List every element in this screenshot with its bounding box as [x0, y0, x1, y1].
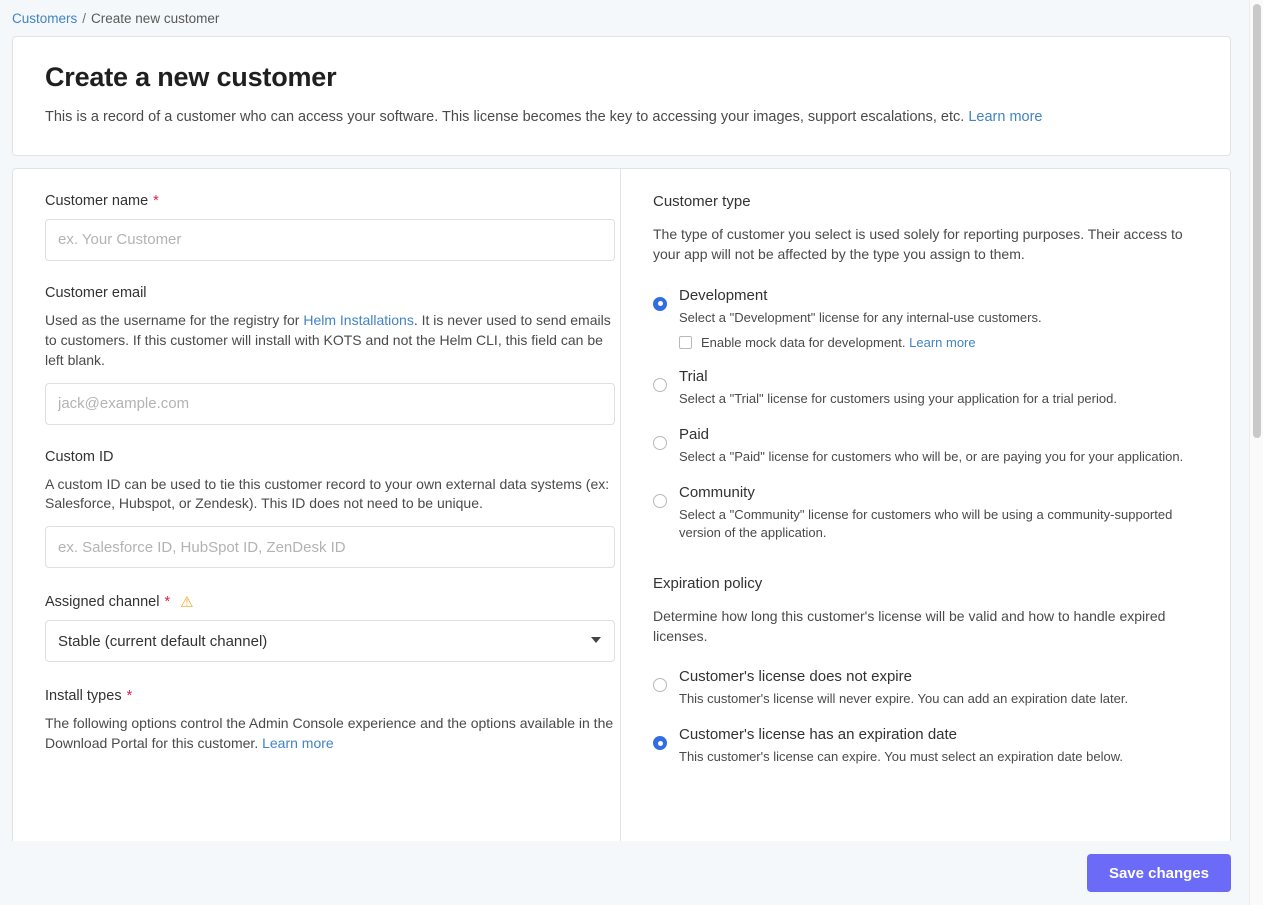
form-right-column: [621, 169, 1230, 847]
customer-type-trial-title: Trial: [679, 367, 708, 385]
footer-action-bar: [0, 841, 1263, 905]
expiration-has-date-desc: This customer's license can expire. You must select an expiration date below.: [679, 749, 1123, 765]
page-header-card: [12, 36, 1231, 156]
customer-name-label-text: Customer name: [45, 192, 149, 209]
customer-name-input[interactable]: [45, 219, 615, 261]
customer-type-paid-body: [679, 426, 1183, 466]
customer-name-required-marker: *: [153, 192, 159, 209]
header-learn-more-link[interactable]: Learn more: [968, 108, 1043, 125]
customer-type-trial-desc: Select a "Trial" license for customers using your application for a trial period.: [679, 390, 1117, 406]
expiration-policy-description: Determine how long this customer's license will be valid and how to handle expired licenses.: [653, 607, 1166, 644]
customer-type-trial-body: [679, 368, 1117, 408]
expiration-no-expire-body: [679, 668, 1128, 708]
expiration-has-date-title: Customer's license has an expiration date: [679, 726, 958, 744]
customer-form-card: [12, 168, 1231, 848]
page-scrollbar-track[interactable]: [1249, 0, 1263, 905]
assigned-channel-select[interactable]: [45, 620, 615, 662]
mock-data-label: [701, 335, 976, 350]
customer-name-label: [45, 193, 620, 209]
radio-community[interactable]: [653, 494, 667, 508]
form-left-column: [13, 169, 620, 847]
customer-type-description: The type of customer you select is used solely for reporting purposes. Their access to your app will not be affected by the type you assign to them.: [653, 225, 1183, 263]
expiration-option-has-date[interactable]: [653, 726, 1198, 766]
custom-id-label-text: Custom ID: [45, 448, 114, 465]
page-description-text: This is a record of a customer who can access your software. This license becomes the key to accessing your images, support escalations, etc.: [45, 108, 965, 125]
custom-id-input[interactable]: [45, 526, 615, 568]
expiration-no-expire-title: Customer's license does not expire: [679, 668, 912, 686]
customer-type-community-title: Community: [679, 484, 755, 502]
warning-icon: ⚠: [180, 593, 194, 611]
radio-no-expiration[interactable]: [653, 678, 667, 692]
install-types-help: [45, 714, 617, 754]
customer-email-input[interactable]: [45, 383, 615, 425]
customer-type-paid-title: Paid: [679, 425, 710, 443]
install-types-required-marker: *: [126, 688, 133, 705]
customer-email-help: [45, 311, 617, 371]
radio-paid[interactable]: [653, 436, 667, 450]
mock-data-checkbox[interactable]: [679, 336, 692, 349]
breadcrumb: [0, 0, 1263, 36]
customer-type-option-community[interactable]: [653, 484, 1198, 542]
radio-development[interactable]: [653, 297, 667, 311]
expiration-option-no-expire[interactable]: [653, 668, 1198, 708]
install-types-label-text: Install types: [45, 688, 122, 705]
helm-installations-link[interactable]: Helm Installations: [303, 311, 414, 328]
assigned-channel-label: [45, 594, 620, 610]
mock-data-learn-more-link[interactable]: Learn more: [909, 334, 976, 350]
install-types-label: [45, 688, 620, 704]
assigned-channel-label-text: Assigned channel: [45, 594, 160, 611]
install-types-learn-more-link[interactable]: Learn more: [262, 735, 334, 752]
customer-type-development-title: Development: [679, 286, 768, 304]
customer-type-option-paid[interactable]: [653, 426, 1198, 466]
custom-id-help: A custom ID can be used to tie this customer record to your own external data systems (ex: Salesforce, Hubspot, or Zendesk). This ID does not need to be unique.: [45, 475, 610, 512]
customer-email-help-part2: . It is never used to send emails to customers. If this customer will install with KOTS and not the Helm CLI, this field can be left blank.: [45, 311, 611, 368]
customer-type-option-development[interactable]: [653, 287, 1198, 350]
customer-email-help-part1: Used as the username for the registry for: [45, 311, 304, 328]
customer-type-paid-desc: Select a "Paid" license for customers who will be, or are paying you for your application.: [679, 448, 1184, 464]
customer-type-development-desc: Select a "Development" license for any internal-use customers.: [679, 309, 1042, 325]
page-title: Create a new customer: [45, 62, 337, 92]
customer-type-community-body: [679, 484, 1198, 542]
customer-type-community-desc: Select a "Community" license for customers who will be using a community-supported version of the application.: [679, 507, 1173, 541]
expiration-no-expire-desc: This customer's license will never expire. You can add an expiration date later.: [679, 691, 1129, 707]
mock-data-label-text: Enable mock data for development.: [701, 334, 906, 350]
page-scrollbar-thumb[interactable]: [1253, 4, 1261, 438]
breadcrumb-current: Create new customer: [91, 10, 220, 26]
expiration-policy-title: Expiration policy: [653, 574, 763, 592]
assigned-channel-required-marker: *: [164, 594, 171, 611]
expiration-has-date-body: [679, 726, 1123, 766]
page-description: [45, 107, 1198, 127]
radio-has-expiration-date[interactable]: [653, 736, 667, 750]
custom-id-label: [45, 449, 620, 465]
customer-email-label: [45, 285, 620, 301]
mock-data-checkbox-row[interactable]: [679, 335, 1042, 350]
customer-type-development-body: [679, 287, 1042, 350]
radio-trial[interactable]: [653, 378, 667, 392]
install-types-help-text: The following options control the Admin Console experience and the options available in the Download Portal for this customer.: [45, 715, 614, 752]
save-changes-button[interactable]: Save changes: [1087, 854, 1231, 892]
assigned-channel-select-wrap: [45, 620, 615, 662]
breadcrumb-link-customers[interactable]: Customers: [12, 10, 78, 26]
customer-email-label-text: Customer email: [45, 284, 147, 301]
breadcrumb-separator: /: [82, 10, 87, 26]
customer-type-title: Customer type: [653, 192, 751, 210]
customer-type-option-trial[interactable]: [653, 368, 1198, 408]
